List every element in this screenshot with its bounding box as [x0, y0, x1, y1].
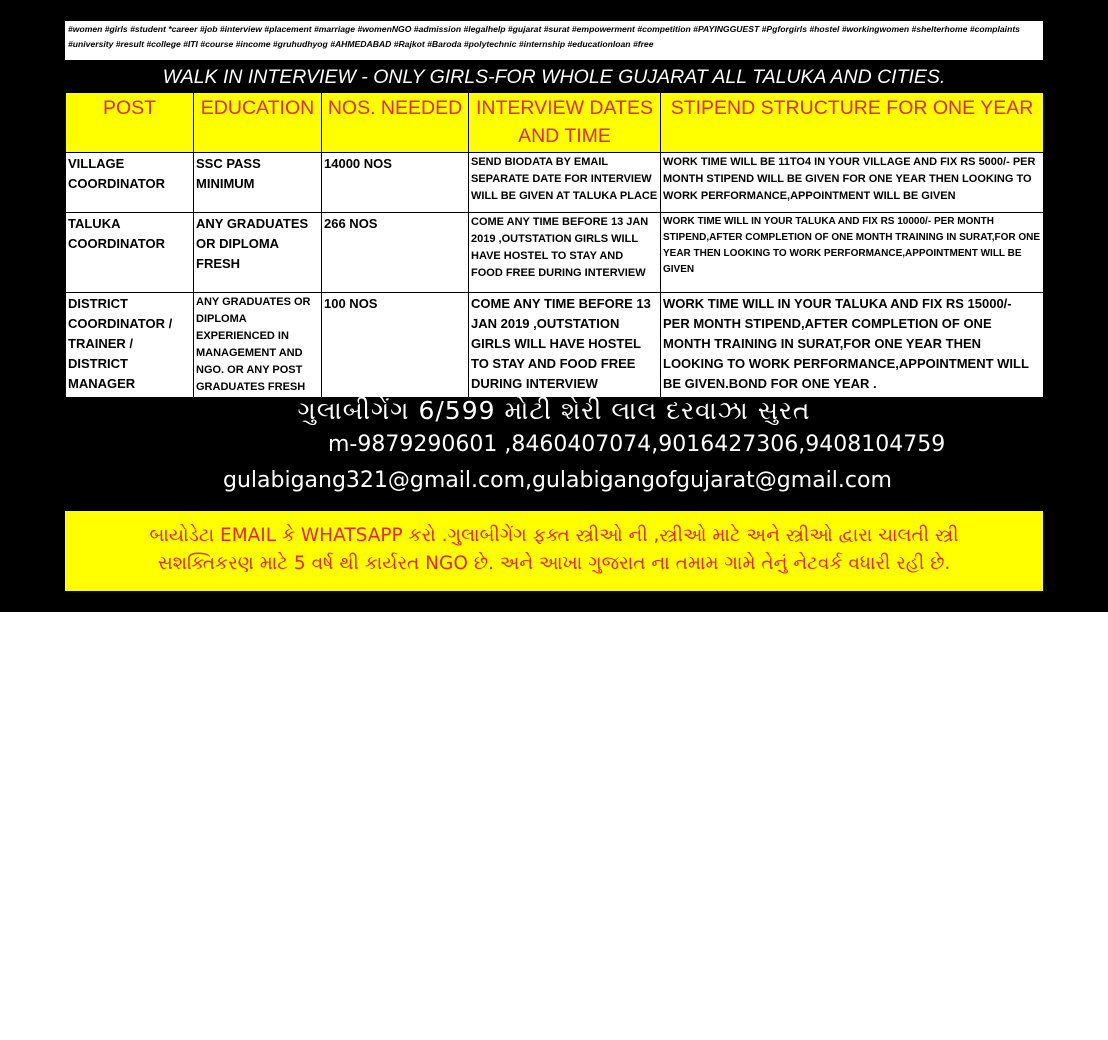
table-row: [66, 293, 1044, 398]
cell-interview: COME ANY TIME BEFORE 13 JAN 2019 ,OUTSTATION GIRLS WILL HAVE HOSTEL TO STAY AND FOOD FREE DURING INTERVIEW: [469, 293, 661, 398]
cell-interview: COME ANY TIME BEFORE 13 JAN 2019 ,OUTSTATION GIRLS WILL HAVE HOSTEL TO STAY AND FOOD FREE DURING INTERVIEW: [469, 213, 661, 293]
header-stipend: STIPEND STRUCTURE FOR ONE YEAR: [661, 93, 1044, 153]
hashtag-strip: #women #girls #student *career #job #interview #placement #marriage #womenNGO #admission #legalhelp #gujarat #surat #empowerment #competition #PAYINGGUEST #Pgforgirls #hostel #workingwomen #shelterhome #complaints #university #result #college #ITI #course #income #gruhudhyog #AHMEDABAD #Rajkot #Baroda #polytechnic #internship #educationloan #free: [65, 21, 1043, 60]
email-addresses: gulabigang321@gmail.com,gulabigangofgujarat@gmail.com: [223, 468, 892, 493]
cell-stipend: WORK TIME WILL IN YOUR TALUKA AND FIX RS 15000/- PER MONTH STIPEND,AFTER COMPLETION OF ONE MONTH TRAINING IN SURAT,FOR ONE YEAR THEN LOOKING TO WORK PERFORMANCE,APPOINTMENT WILL BE GIVEN.BOND FOR ONE YEAR .: [661, 293, 1044, 398]
table-row: [66, 213, 1044, 293]
header-education: EDUCATION: [194, 93, 322, 153]
footer-line-2: સશક્તિકરણ માટે 5 વર્ષ થી કાર્યરત NGO છે. અને આખા ગુજરાત ના તમામ ગામે તેનું નેટવર્ક વધારી રહી છે.: [157, 553, 951, 574]
cell-education: ANY GRADUATES OR DIPLOMA EXPERIENCED IN MANAGEMENT AND NGO. OR ANY POST GRADUATES FRESH: [194, 293, 322, 398]
cell-post: DISTRICT COORDINATOR / TRAINER / DISTRICT MANAGER: [66, 293, 194, 398]
job-table: [65, 92, 1044, 398]
poster-headline: WALK IN INTERVIEW - ONLY GIRLS-FOR WHOLE GUJARAT ALL TALUKA AND CITIES.: [162, 66, 946, 88]
cell-education: ANY GRADUATES OR DIPLOMA FRESH: [194, 213, 322, 293]
cell-education: SSC PASS MINIMUM: [194, 153, 322, 213]
header-interview: INTERVIEW DATES AND TIME: [469, 93, 661, 153]
cell-post: TALUKA COORDINATOR: [66, 213, 194, 293]
header-nos-needed: NOS. NEEDED: [322, 93, 469, 153]
cell-stipend: WORK TIME WILL IN YOUR TALUKA AND FIX RS 10000/- PER MONTH STIPEND,AFTER COMPLETION OF ONE MONTH TRAINING IN SURAT,FOR ONE YEAR THEN LOOKING TO WORK PERFORMANCE,APPOINTMENT WILL BE GIVEN: [661, 213, 1044, 293]
footer-banner: [65, 511, 1043, 591]
cell-needed: 100 NOS: [322, 293, 469, 398]
cell-post: VILLAGE COORDINATOR: [66, 153, 194, 213]
table-header-row: [66, 93, 1044, 153]
table-row: [66, 153, 1044, 213]
header-post: POST: [66, 93, 194, 153]
footer-line-1: બાયોડેટા EMAIL કે WHATSAPP કરો .ગુલાબીગેંગ ફક્ત સ્ત્રીઓ ની ,સ્ત્રીઓ માટે અને સ્ત્રીઓ દ્વારા ચાલતી સ્ત્રી: [149, 525, 959, 546]
mobile-numbers: m-9879290601 ,8460407074,9016427306,9408104759: [328, 432, 946, 457]
cell-needed: 14000 NOS: [322, 153, 469, 213]
cell-stipend: WORK TIME WILL BE 11TO4 IN YOUR VILLAGE AND FIX RS 5000/- PER MONTH STIPEND WILL BE GIVEN FOR ONE YEAR THEN LOOKING TO WORK PERFORMANCE,APPOINTMENT WILL BE GIVEN: [661, 153, 1044, 213]
cell-interview: SEND BIODATA BY EMAIL SEPARATE DATE FOR INTERVIEW WILL BE GIVEN AT TALUKA PLACE: [469, 153, 661, 213]
address-line: ગુલાબીગેંગ 6/599 મોટી શેરી લાલ દરવાઝા સુરત: [297, 396, 811, 425]
cell-needed: 266 NOS: [322, 213, 469, 293]
